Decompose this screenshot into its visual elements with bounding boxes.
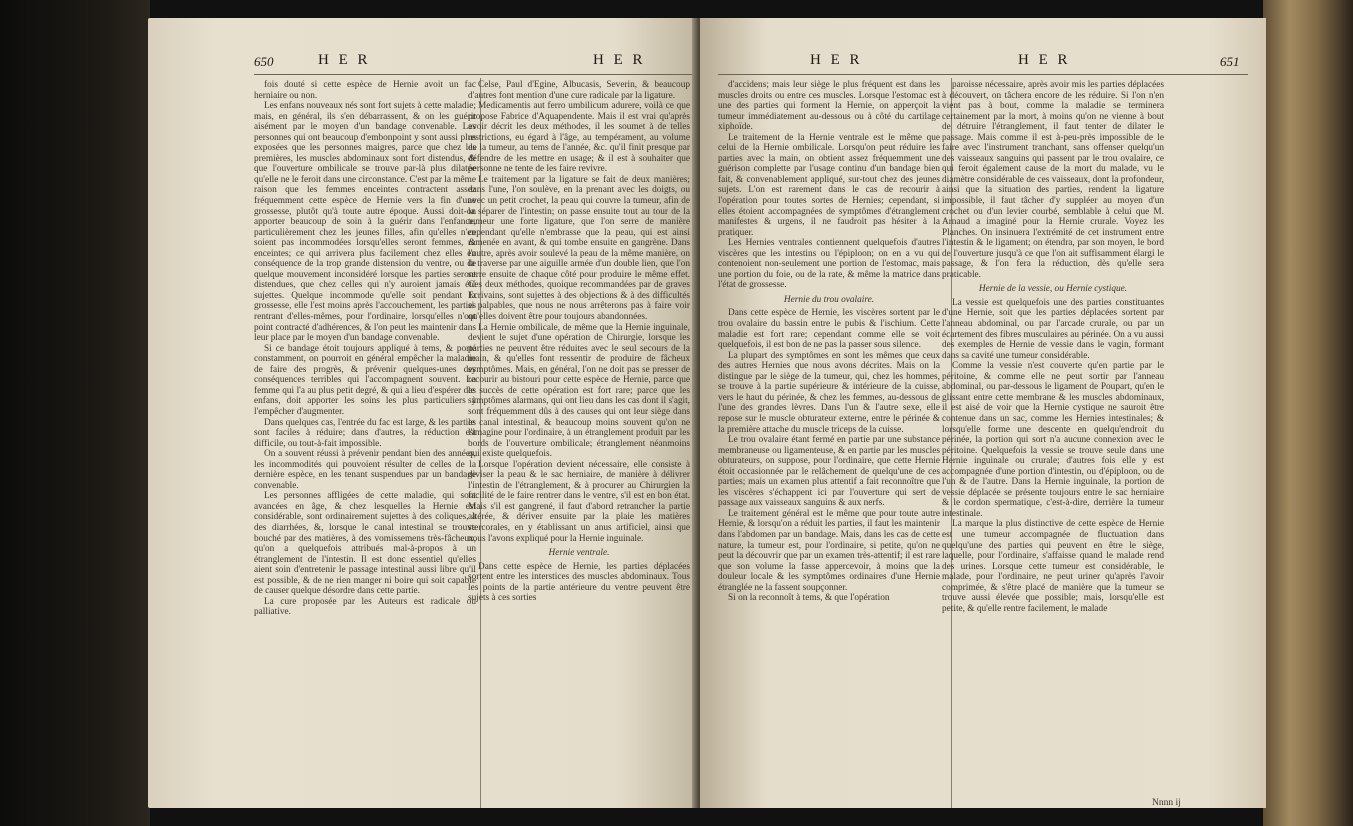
- paragraph: Les enfans nouveaux nés sont fort sujets à cette maladie; mais, en général, ils s'en débarrassent, & on les guérit aisément par le moyen d'un bandage convenable. Les personnes qui ont beaucoup d'embonpoint y sont aussi plus exposées que les personnes maigres, parce que chez les premières, les muscles abdominaux sont fort distendus, & que l'ouverture ombilicale se trouve par-là plus dilatée qu'elle ne le feroit dans une circonstance. C'est par la même raison que les femmes enceintes contractent assez fréquemment cette espèce de Hernie vers la fin d'une grossesse, plutôt qu'à toute autre époque. Aussi doit-on apporter beaucoup de soin à la guérir dans l'enfance, particulièrement chez les jeunes filles, afin qu'elles n'en soient pas incommodées lorsqu'elles seront femmes, & enceintes; ce qui arrivera plus facilement chez elles en conséquence de la trop grande distension du ventre, ou de quelque mouvement inconsidéré lorsque les parties seront distendues, que chez celles qui n'y auroient jamais été sujettes. Quelque incommode qu'elle soit pendant la grossesse, elle l'est moins après l'accouchement, les parties rentrant d'elles-mêmes, pour l'ordinaire, lorsqu'elles n'ont point contracté d'adhérences, & l'on peut les maintenir dans leur place par le moyen d'un bandage convenable.: [254, 101, 476, 344]
- running-head-left: H E R: [810, 52, 863, 68]
- paragraph: On a souvent réussi à prévenir pendant bien des années, les incommodités qui pouvoient résulter de celles de la dernière espèce, en les tenant suspendues par un bandage convenable.: [254, 449, 476, 491]
- paragraph: Dans cette espèce de Hernie, les viscères sortent par le trou ovalaire du bassin entre le pubis & l'ischium. Cette maladie est fort rare; cependant comme elle se voit quelquefois, il est bon de ne pas la passer sous silence.: [718, 308, 940, 351]
- paragraph: Le traitement par la ligature se fait de deux manières; dans l'une, l'on soulève, en la prenant avec les doigts, ou avec un petit crochet, la peau qui couvre la tumeur, afin de la séparer de l'intestin; on passe ensuite tout au tour de la tumeur une forte ligature, que l'on serre de manière cependant qu'elle n'embrasse que la peau, qui est ainsi ramenée en avant, & qui tombe ensuite en gangrène. Dans l'autre, après avoir soulevé la peau de la même manière, on la traverse par une aiguille armée d'un double lien, que l'on serre ensuite de chaque côté pour produire le même effet. Ces deux méthodes, quoique recommandées par de graves Ecrivains, sont sujettes à des objections & à des difficultés si palpables, que nous ne nous arrêterons pas à faire voir qu'elles doivent être pour toujours abandonnées.: [468, 174, 690, 323]
- paragraph: Comme la vessie n'est couverte qu'en partie par le péritoine, & comme elle ne peut sortir par l'anneau abdominal, ou par-dessous le ligament de Poupart, qu'en le glissant entre cette membrane & les muscles abdominaux, il est aisé de voir que la Hernie cystique ne sauroit être contenue dans un sac, comme les Hernies intestinales; & lorsqu'elle forme une descente en quelqu'endroit du périnée, la portion qui sort n'a aucune connexion avec le péritoine. Quelquefois la vessie se trouve seule dans une Hernie inguinale ou crurale; d'autres fois elle y est accompagnée d'une portion d'intestin, ou d'épiploon, ou de l'un & de l'autre. Dans la Hernie inguinale, la portion de vessie déplacée se présente toujours entre le sac herniaire & le cordon spermatique, c'est-à-dire, derrière la tumeur intestinale.: [942, 361, 1164, 519]
- paragraph: Medicamentis aut ferro umbilicum adurere, voilà ce que propose Fabrice d'Aquapendente. Mais il est vrai qu'après avoir décrit les deux méthodes, il les soumet à de telles restrictions, eu égard à l'âge, au tempérament, au volume de la tumeur, au tems de l'année, &c. qu'il finit presque par défendre de les mettre en usage; & il est à souhaiter que personne ne tente de les faire revivre.: [468, 101, 690, 175]
- column-1: [254, 80, 476, 618]
- paragraph: Les Hernies ventrales contiennent quelquefois d'autres viscères que les intestins ou l'épiploon; on en a vu qui contenoient non-seulement une portion de l'estomac, mais une portion du foie, ou de la rate, & même la matrice dans l'état de grossesse.: [718, 238, 940, 291]
- page-number: 650: [254, 54, 274, 69]
- running-head-right: H E R: [593, 52, 646, 68]
- paragraph: Lorsque l'opération devient nécessaire, elle consiste à diviser la peau & le sac herniaire, de manière à délivrer l'intestin de l'étranglement, & à procurer au Chirurgien la facilité de le faire rentrer dans le ventre, s'il est en bon état. Mais s'il est gangrené, il faut d'abord retrancher la partie altérée, & dériver ensuite par la plaie les matières stercorales, en y établissant un anus artificiel, ainsi que nous l'avons expliqué pour la Hernie inguinale.: [468, 459, 690, 544]
- book-edge-right: [1263, 0, 1353, 826]
- head-rule: [718, 74, 1248, 75]
- left-page: [148, 18, 698, 808]
- paragraph: La vessie est quelquefois une des parties constituantes d'une Hernie, soit que les parties déplacées sortent par l'anneau abdominal, ou par l'arcade crurale, ou par un écartement des fibres musculaires au périnée. On a vu aussi des exemples de Hernie de vessie dans le vagin, formant dans sa cavité une tumeur considérable.: [942, 297, 1164, 361]
- paragraph: La marque la plus distinctive de cette espèce de Hernie est une tumeur accompagnée de fluctuation dans quelqu'une des parties qui peuvent en être le siège, laquelle, pour l'ordinaire, s'affaisse quand le malade rend des urines. Lorsque cette tumeur est considérable, le malade, pour l'ordinaire, ne peut uriner qu'après l'avoir comprimée, & s'être placé de manière que la tumeur se trouve aussi élevée que possible; mais, lorsqu'elle est petite, & qu'elle rentre facilement, le malade: [942, 519, 1164, 614]
- paragraph: Dans quelques cas, l'entrée du fac est large, & les parties sont faciles à réduire; dans d'autres, la réduction est difficile, ou tout-à-fait impossible.: [254, 417, 476, 449]
- paragraph: Les personnes affligées de cette maladie, qui sont avancées en âge, & chez lesquelles la Hernie est considérable, sont ordinairement sujettes à des coliques, à des diarrhées, &, lorsque le canal intestinal se trouve bouché par des matières, à des vomissemens très-fâcheux, qu'on a quelquefois attribués mal-à-propos à un étranglement de l'intestin. Il est donc essentiel qu'elles aient soin d'entretenir le passage intestinal aussi libre qu'il est possible, & de ne rien manger ni boire qui soit capable de causer quelque désordre dans cette partie.: [254, 491, 476, 597]
- column-2: [468, 80, 690, 604]
- paragraph: La plupart des symptômes en sont les mêmes que ceux des autres Hernies que nous avons décrites. Mais on la distingue par le siège de la tumeur, qui, chez les hommes, se trouve à la partie supérieure & intérieure de la cuisse, vers le haut du périnée, & chez les femmes, au-dessous de l'une des grandes lèvres. Dans l'un & l'autre sexe, elle repose sur le muscle obturateur externe, entre le périnée & la première attache du muscle triceps de la cuisse.: [718, 350, 940, 435]
- paragraph: La cure proposée par les Auteurs est radicale ou palliative.: [254, 596, 476, 618]
- right-page: [700, 18, 1266, 808]
- column-1: [718, 80, 940, 604]
- column-2: [942, 80, 1164, 614]
- running-head-right: H E R: [1018, 52, 1071, 68]
- section-heading: Hernie de la vessie, ou Hernie cystique.: [978, 284, 1128, 295]
- paragraph: Celse, Paul d'Egine, Albucasis, Severin, & beaucoup d'autres font mention d'une cure radicale par la ligature.: [468, 80, 690, 101]
- paragraph: Si on la reconnoît à tems, & que l'opération: [728, 593, 890, 604]
- book-edge-left: [0, 0, 150, 826]
- paragraph: fois douté si cette espèce de Hernie avoit un fac herniaire ou non.: [254, 80, 476, 101]
- page-number: 651: [1220, 54, 1240, 69]
- paragraph: paroisse nécessaire, après avoir mis les parties déplacées à découvert, on tâchera encore de les réduire. Si l'on n'en vient pas à bout, comme la maladie se terminera certainement par la mort, à moins qu'on ne vienne à bout de détruire l'étranglement, il faut tenter de dilater le passage. Mais comme il est à-peu-près impossible de le faire avec l'instrument tranchant, sans offenser quelqu'un des vaisseaux sanguins qui passent par le trou ovalaire, ce qui feroit également cause de la mort du malade, vu le diamètre considérable de ces vaisseaux, dont la profondeur, ainsi que la situation des parties, rendent la ligature impossible, il faut tâcher d'y suppléer au moyen d'un crochet ou d'un levier courbé, semblable à celui que M. Arnaud a imaginé pour la Hernie crurale. Voyez les Planches. On insinuera l'extrémité de cet instrument entre l'intestin & le ligament; on étendra, par son moyen, le bord de l'ouverture jusqu'à ce que l'on ait suffisamment élargi le passage, & l'on fera la réduction, dès qu'elle sera praticable.: [942, 80, 1164, 280]
- paragraph: La Hernie ombilicale, de même que la Hernie inguinale, devient le sujet d'une opération de Chirurgie, lorsque les parties ne peuvent être réduites avec le seul secours de la main, & qu'elles font ressentir de produire de fâcheux symptômes. Mais, en général, l'on ne doit pas se presser de recourir au bistouri pour cette espèce de Hernie, parce que le succès de cette opération est fort rare; parce que les symptômes alarmans, qui ont lieu dans les cas dont il s'agit, sont fréquemment dûs à des causes qui ont leur siège dans le canal intestinal, & beaucoup moins souvent qu'on ne l'imagine pour l'ordinaire, à un étranglement produit par les bords de l'ouverture ombilicale; étranglement néanmoins qui existe quelquefois.: [468, 322, 690, 460]
- paragraph: Si ce bandage étoit toujours appliqué à tems, & porté constamment, on pourroit en général empêcher la maladie de faire des progrès, & prévenir quelques-unes des conséquences terribles qui l'accompagnent souvent. La femme qui l'a au plus petit degré, & qui a lieu d'espérer des enfans, doit apporter les soins les plus particuliers à l'empêcher d'augmenter.: [254, 343, 476, 417]
- paragraph: Le traitement de la Hernie ventrale est le même que celui de la Hernie ombilicale. Lorsqu'on peut réduire les parties avec la main, on obtient assez fréquemment une guérison complette par l'usage continu d'un bandage bien fait, & convenablement appliqué, sur-tout chez des jeunes sujets. L'on est rarement dans le cas de recourir à l'opération pour toutes sortes de Hernies; cependant, si elles étoient accompagnées de symptômes d'étranglement manifestes & urgens, il ne faudroit pas hésiter à la pratiquer.: [718, 132, 940, 238]
- paragraph: Le traitement général est le même que pour toute autre Hernie, & lorsqu'on a réduit les parties, il faut les maintenir dans l'abdomen par un bandage. Mais, dans les cas de cette nature, la tumeur est, pour l'ordinaire, si petite, qu'on ne peut la découvrir que par un examen très-attentif; il est rare que son volume la fasse appercevoir, à moins que la douleur locale & les symptômes ordinaires d'une Hernie étranglée ne la fassent soupçonner.: [718, 508, 940, 593]
- running-head-left: H E R: [318, 52, 371, 68]
- head-rule: [254, 74, 692, 75]
- section-heading: Hernie du trou ovalaire.: [783, 294, 875, 305]
- paragraph: Le trou ovalaire étant fermé en partie par une substance membraneuse ou ligamenteuse, & en partie par les muscles obturateurs, on suppose, pour l'ordinaire, que cette Hernie étoit occasionnée par le relâchement de quelqu'une de ces parties; mais un examen plus attentif a fait reconnoître que les viscères s'échappent ici par l'ouverture qui sert de passage aux vaisseaux sanguins & aux nerfs.: [718, 435, 940, 509]
- paragraph: Dans cette espèce de Hernie, les parties déplacées sortent entre les interstices des muscles abdominaux. Tous les points de la partie antérieure du ventre peuvent être sujets à ces sorties: [468, 561, 690, 604]
- signature-mark: Nnnn ij: [1152, 798, 1181, 808]
- section-heading: Hernie ventrale.: [548, 548, 610, 559]
- paragraph: d'accidens; mais leur siège le plus fréquent est dans les muscles droits ou entre ces muscles. Lorsque l'estomac est une des parties qui forment la Hernie, on apperçoit la tumeur immédiatement au-dessous ou à côté du cartilage xiphoïde.: [718, 80, 940, 133]
